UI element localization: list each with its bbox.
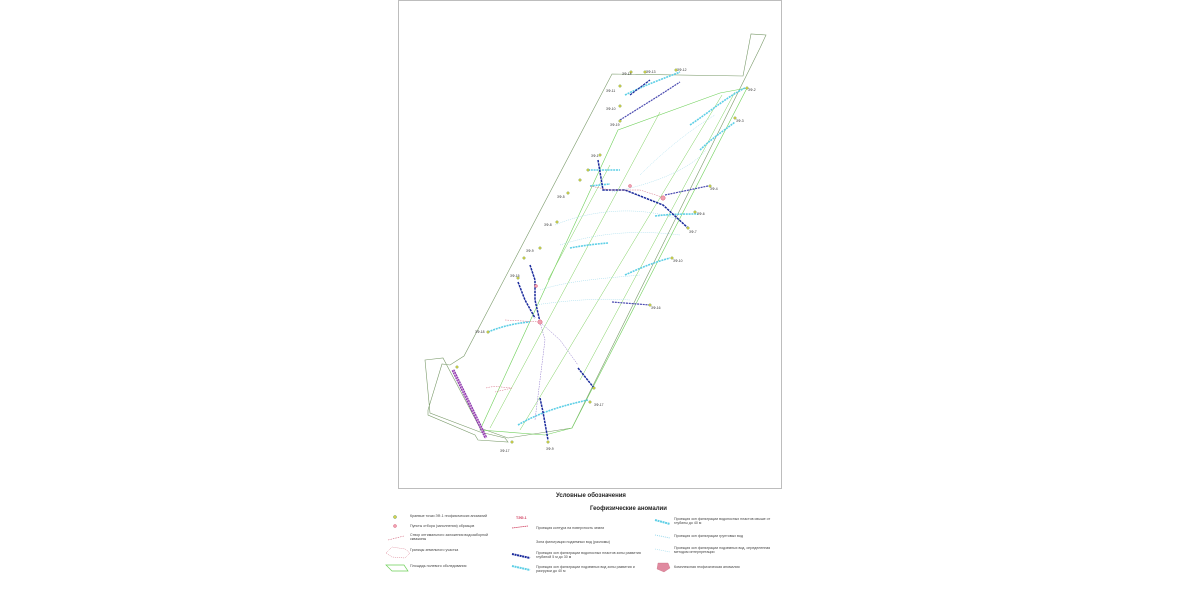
point-label: ЗФ-3 xyxy=(736,119,744,123)
point-label: ЗФ-10 xyxy=(606,107,616,111)
point-label: ЗФ-19 xyxy=(610,123,620,127)
point-label: ЗФ-2 xyxy=(748,88,756,92)
legend-item: Зона фильтрации подземных вод (разломы) xyxy=(536,540,610,544)
point-label: ЗФ-5 xyxy=(557,195,565,199)
point-label: ЗФ-9 xyxy=(546,447,554,451)
legend-subtitle: Геофизические аномалии xyxy=(590,506,667,512)
point-label: ЗФ-12 xyxy=(677,68,687,72)
point-label: ЗФ-10 xyxy=(673,259,683,263)
legend-item: Краевые точки ЗФ-1 геофизических аномалий xyxy=(410,514,488,518)
legend-item: Площадь полевого обследования xyxy=(410,564,467,568)
point-label: ЗФ-18 xyxy=(475,330,485,334)
legend-title: Условные обозначения xyxy=(556,493,626,499)
point-label: ЗФ-17 xyxy=(500,449,510,453)
point-label: ЗФ-6 xyxy=(697,212,705,216)
legend-item: Комплексная геофизическая аномалия xyxy=(674,565,740,569)
point-label: ЗФ-13 xyxy=(646,70,656,74)
point-label: ЗФ-8 xyxy=(544,223,552,227)
legend-item: Проекция зон фильтрации водоносных пластов свыше от глубины до 40 м xyxy=(674,517,771,525)
point-label: ЗФ-17 xyxy=(594,403,604,407)
point-label: ЗФ-9 xyxy=(526,249,534,253)
point-label: ЗФ-11 xyxy=(606,89,616,93)
legend-item: Границы земельного участка xyxy=(410,548,459,552)
point-label: ЗФ-7 xyxy=(689,230,697,234)
legend-item: Пункты отбора (заполнения) образцов xyxy=(410,524,475,528)
legend-item: Проекция зон фильтрации подземных вод, определенная методом интерпретации xyxy=(674,546,771,554)
point-label: ЗФ-4 xyxy=(710,187,718,191)
point-label: ЗФ-16 xyxy=(651,306,661,310)
legend-item: Проекция зон фильтрации подземных вод зоны развития и разгрузки до 40 м xyxy=(536,565,635,573)
legend-item: Проекция зон фильтрации грунтовых вод xyxy=(674,534,743,538)
point-label: ЗФ-14 xyxy=(622,72,632,76)
legend-item: Проекция контура на поверхность земли xyxy=(536,526,605,530)
legend-item: Створ оптимального заложения водозаборной скважины xyxy=(410,533,488,541)
legend-item: Проекция зон фильтрации водоносных пластов зоны развития глубиной 5 м до 30 м xyxy=(536,551,641,559)
point-label: ЗФ-1 xyxy=(591,154,599,158)
legend-item: ТЗФ-1 xyxy=(516,516,527,520)
point-label: ЗФ-15 xyxy=(510,274,520,278)
